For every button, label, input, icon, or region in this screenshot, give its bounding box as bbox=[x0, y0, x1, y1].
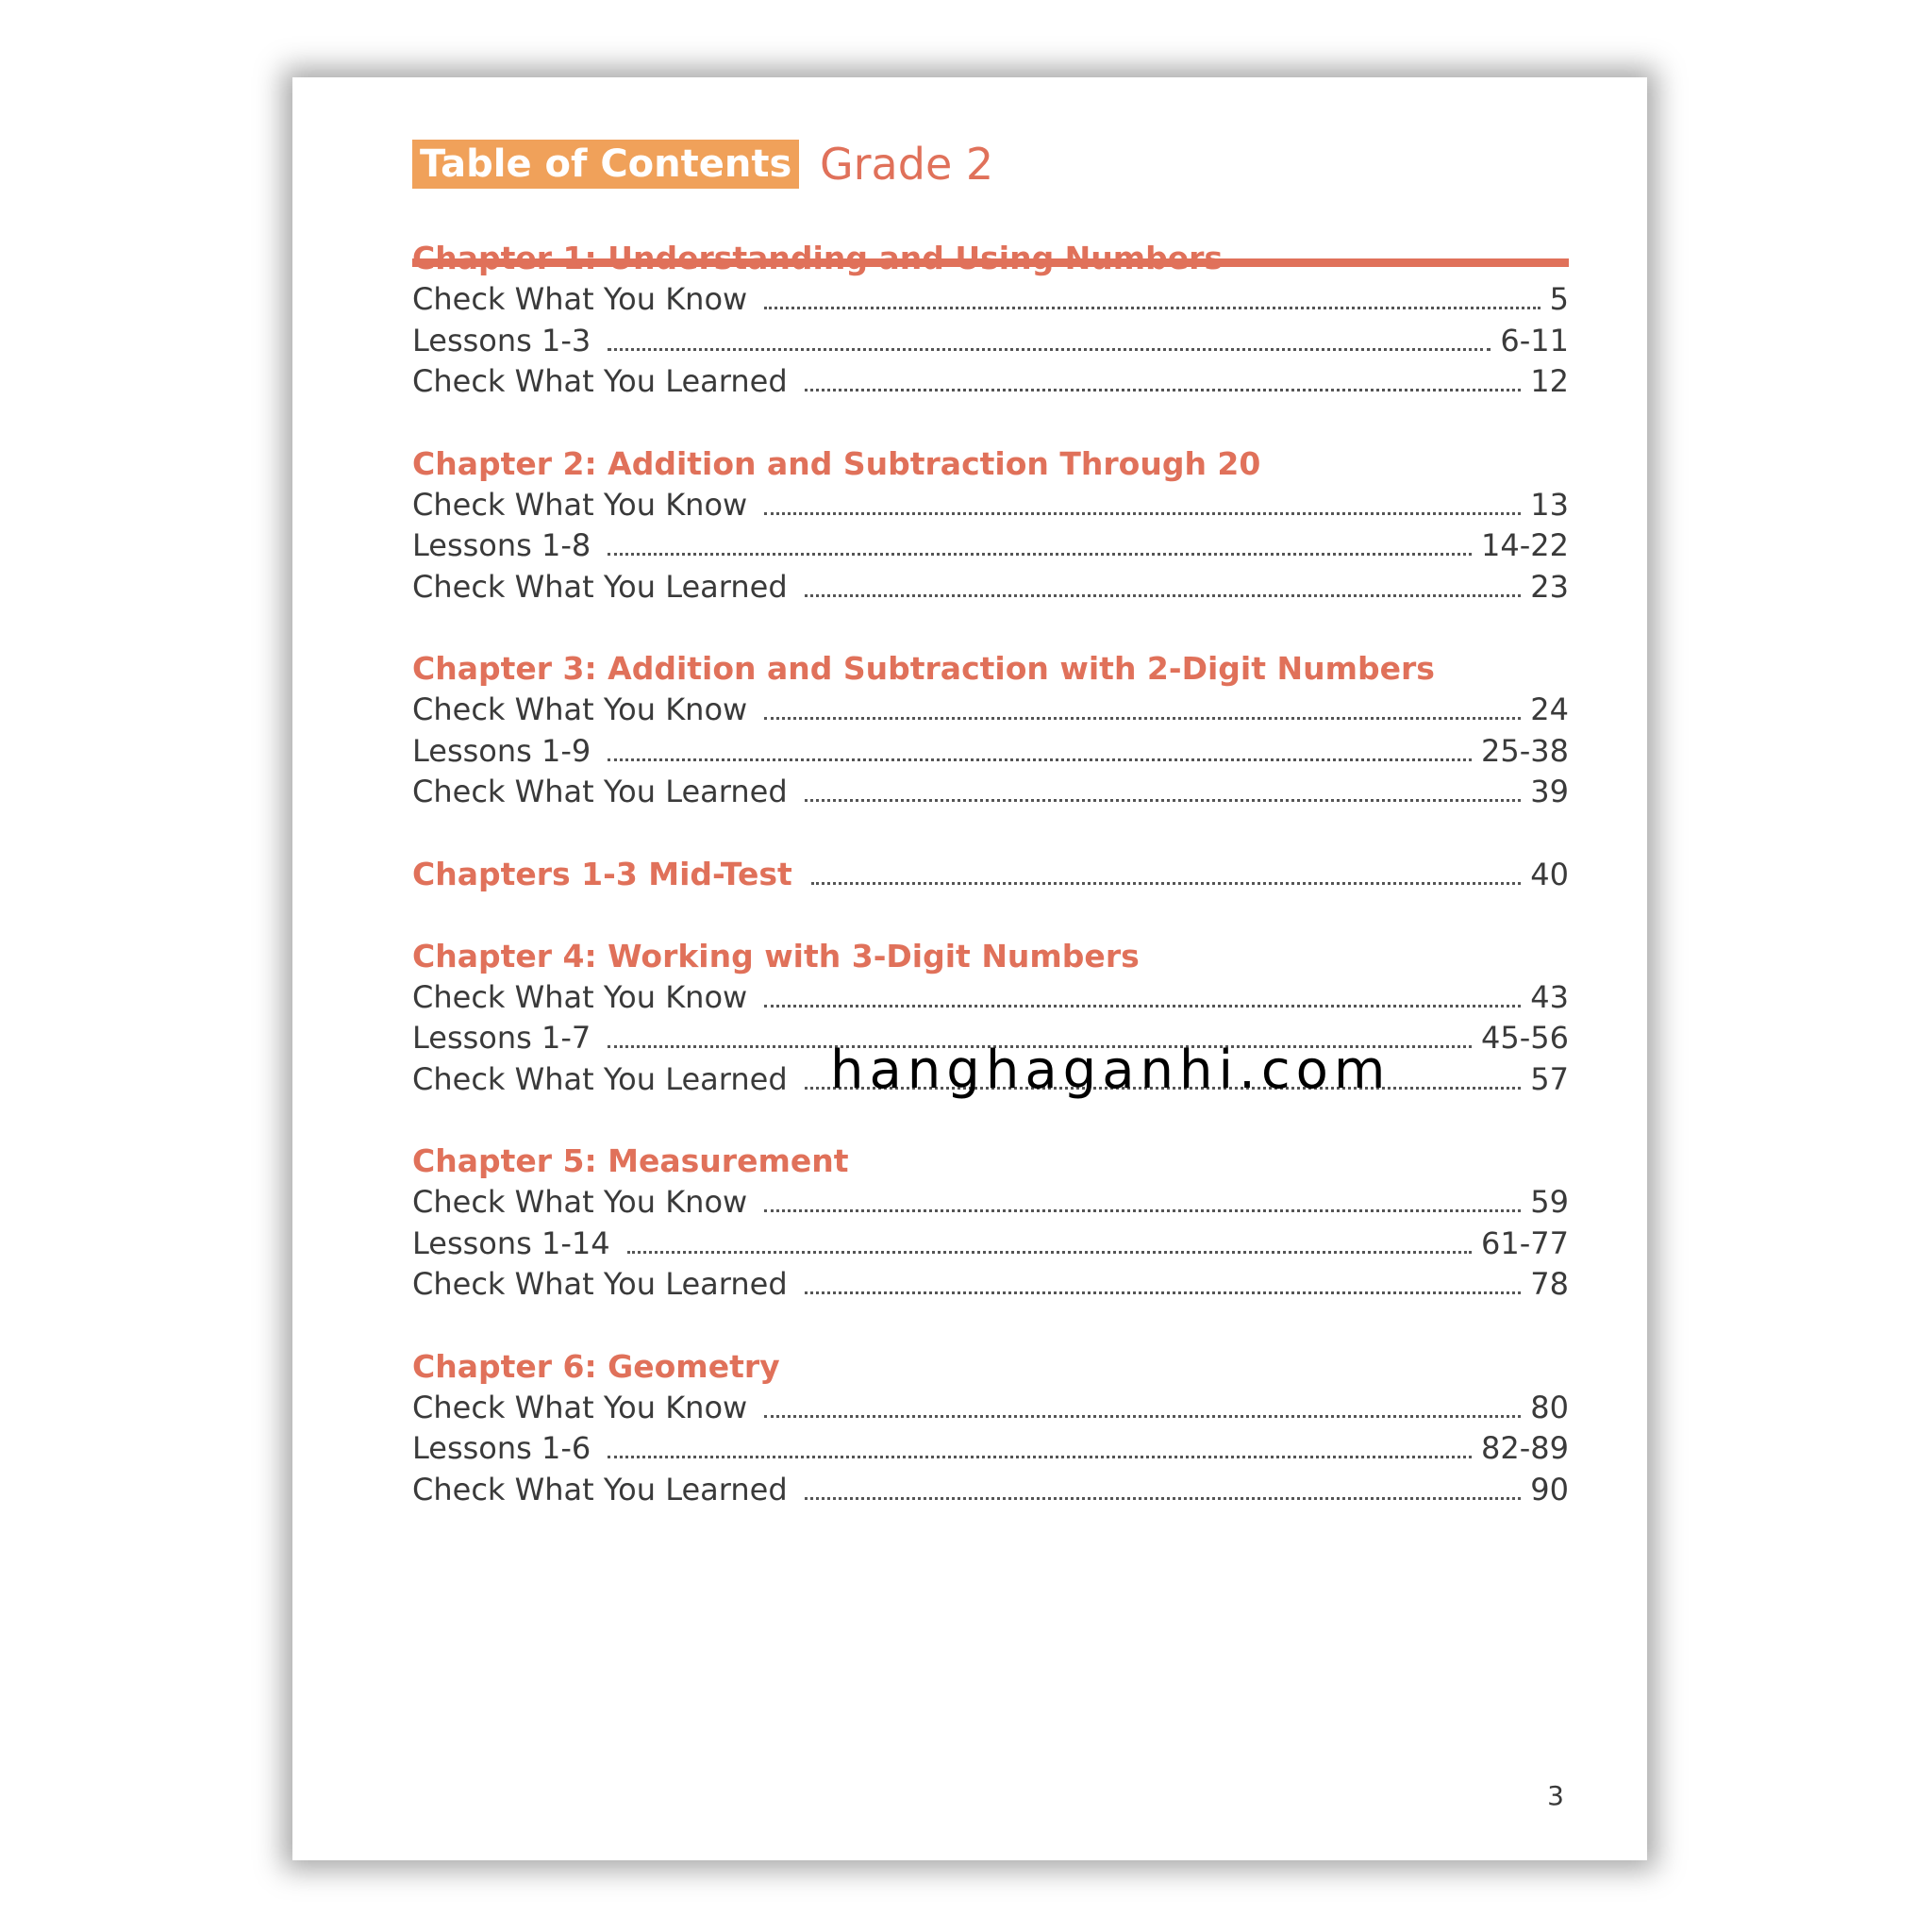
toc-entry bbox=[412, 525, 1569, 567]
entry-label: Check What You Learned bbox=[412, 774, 788, 809]
entry-label: Lessons 1-6 bbox=[412, 1430, 591, 1466]
chapter-section bbox=[412, 648, 1569, 813]
dot-leader bbox=[608, 348, 1491, 351]
toc-entry bbox=[412, 567, 1569, 608]
dot-leader bbox=[627, 1251, 1472, 1254]
entry-label: Check What You Learned bbox=[412, 1266, 788, 1302]
toc-entry bbox=[412, 1264, 1569, 1306]
dot-leader bbox=[805, 389, 1522, 391]
toc-entry bbox=[412, 1388, 1569, 1429]
entry-label: Check What You Know bbox=[412, 486, 748, 523]
entry-page: 14-22 bbox=[1481, 527, 1569, 563]
entry-label: Check What You Learned bbox=[412, 1060, 788, 1097]
toc-title-badge: Table of Contents bbox=[412, 140, 799, 189]
toc-entry bbox=[412, 772, 1569, 813]
chapter-title: Chapter 4: Working with 3-Digit Numbers bbox=[412, 937, 1140, 974]
midtest-page: 40 bbox=[1530, 856, 1569, 892]
dot-leader bbox=[764, 307, 1540, 309]
entry-page: 23 bbox=[1530, 568, 1569, 605]
dot-leader bbox=[805, 1291, 1522, 1294]
toc-entry bbox=[412, 977, 1569, 1019]
dot-leader bbox=[805, 1497, 1522, 1500]
dot-leader bbox=[608, 553, 1472, 556]
grade-label: Grade 2 bbox=[820, 139, 994, 190]
chapter-section bbox=[412, 1346, 1569, 1511]
table-of-contents bbox=[412, 238, 1569, 1551]
toc-entry bbox=[412, 485, 1569, 526]
document-page bbox=[292, 77, 1647, 1860]
toc-entry bbox=[412, 731, 1569, 773]
entry-page: 59 bbox=[1530, 1184, 1569, 1220]
toc-entry bbox=[412, 1224, 1569, 1265]
toc-entry bbox=[412, 279, 1569, 321]
chapter-section bbox=[412, 1141, 1569, 1306]
toc-header bbox=[412, 138, 1569, 204]
entry-label: Check What You Learned bbox=[412, 568, 788, 605]
dot-leader bbox=[764, 1415, 1521, 1418]
entry-page: 82-89 bbox=[1481, 1430, 1569, 1466]
entry-page: 13 bbox=[1530, 486, 1569, 523]
toc-entry bbox=[412, 361, 1569, 403]
entry-label: Check What You Know bbox=[412, 691, 748, 727]
dot-leader bbox=[608, 758, 1472, 761]
chapter-title: Chapter 3: Addition and Subtraction with 2-Digit Numbers bbox=[412, 650, 1435, 687]
entry-label: Lessons 1-14 bbox=[412, 1224, 610, 1261]
entry-label: Check What You Learned bbox=[412, 363, 788, 399]
entry-label: Check What You Know bbox=[412, 281, 748, 317]
toc-entry bbox=[412, 1182, 1569, 1224]
entry-label: Check What You Learned bbox=[412, 1471, 788, 1507]
entry-page: 25-38 bbox=[1481, 732, 1569, 769]
chapter-section bbox=[412, 238, 1569, 403]
entry-label: Check What You Know bbox=[412, 1184, 748, 1220]
entry-label: Check What You Know bbox=[412, 978, 748, 1015]
chapter-section bbox=[412, 443, 1569, 608]
entry-page: 61-77 bbox=[1481, 1224, 1569, 1261]
dot-leader bbox=[764, 1209, 1521, 1212]
midtest-label: Chapters 1-3 Mid-Test bbox=[412, 855, 792, 892]
entry-page: 5 bbox=[1549, 281, 1569, 317]
entry-page: 45-56 bbox=[1481, 1020, 1569, 1056]
watermark-text: hanghaganhi.com bbox=[830, 1040, 1391, 1101]
toc-entry bbox=[412, 1470, 1569, 1511]
entry-page: 6-11 bbox=[1500, 322, 1569, 358]
entry-page: 24 bbox=[1530, 691, 1569, 727]
chapter-title: Chapter 6: Geometry bbox=[412, 1347, 780, 1385]
entry-page: 12 bbox=[1530, 363, 1569, 399]
page-number: 3 bbox=[1547, 1780, 1564, 1811]
dot-leader bbox=[764, 512, 1521, 515]
chapter-title: Chapter 2: Addition and Subtraction Through 20 bbox=[412, 444, 1261, 482]
entry-page: 78 bbox=[1530, 1266, 1569, 1302]
toc-entry bbox=[412, 1428, 1569, 1470]
chapter-title: Chapter 5: Measurement bbox=[412, 1142, 849, 1179]
dot-leader bbox=[764, 717, 1521, 720]
entry-page: 80 bbox=[1530, 1389, 1569, 1425]
entry-page: 57 bbox=[1530, 1060, 1569, 1097]
entry-page: 90 bbox=[1530, 1471, 1569, 1507]
chapter-title: Chapter 1: Understanding and Using Numbers bbox=[412, 240, 1224, 276]
dot-leader bbox=[805, 799, 1522, 802]
entry-label: Lessons 1-7 bbox=[412, 1020, 591, 1056]
entry-label: Lessons 1-3 bbox=[412, 322, 591, 358]
entry-page: 43 bbox=[1530, 978, 1569, 1015]
dot-leader bbox=[811, 882, 1521, 885]
entry-label: Lessons 1-9 bbox=[412, 732, 591, 769]
entry-label: Check What You Know bbox=[412, 1389, 748, 1425]
toc-entry bbox=[412, 321, 1569, 362]
toc-entry bbox=[412, 690, 1569, 731]
dot-leader bbox=[805, 594, 1522, 597]
entry-page: 39 bbox=[1530, 774, 1569, 809]
midtest-entry bbox=[412, 854, 1569, 895]
dot-leader bbox=[608, 1456, 1472, 1458]
dot-leader bbox=[764, 1005, 1521, 1008]
entry-label: Lessons 1-8 bbox=[412, 527, 591, 563]
